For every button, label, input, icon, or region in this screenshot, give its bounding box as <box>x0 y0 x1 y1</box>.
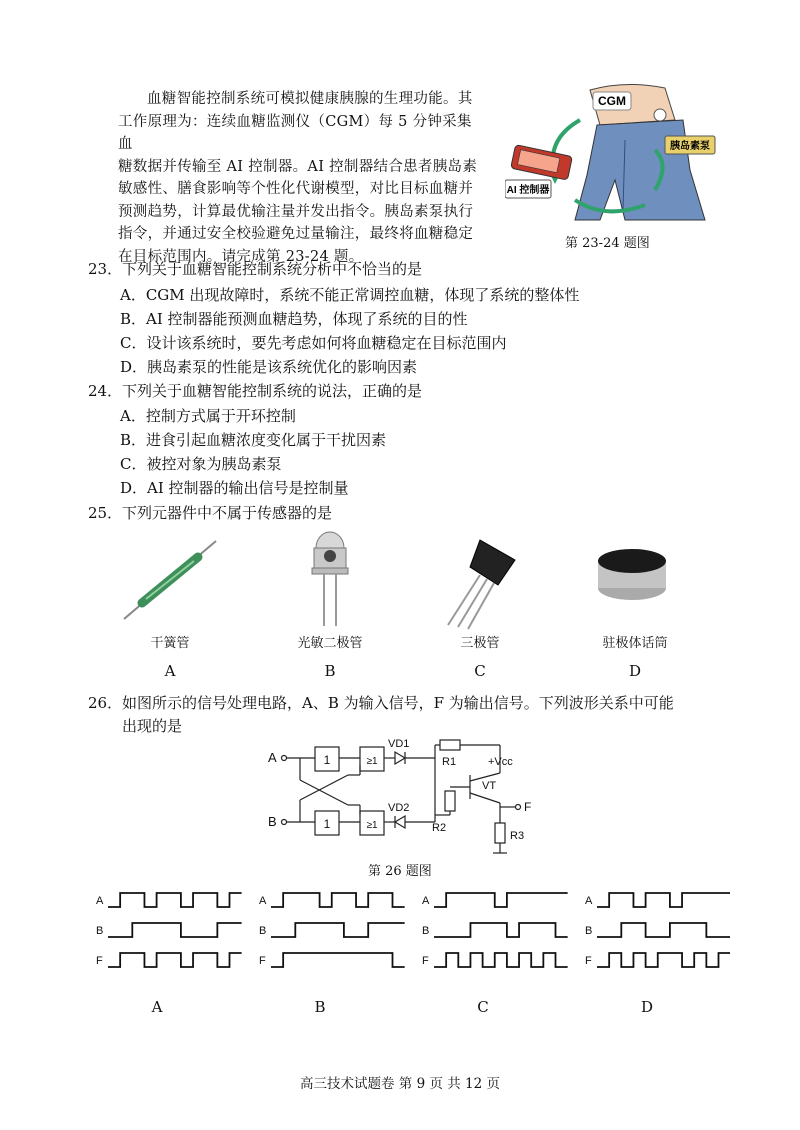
waveform-a <box>597 893 730 907</box>
question-26-stem-line2: 出现的是 <box>122 717 183 735</box>
wave-label-b: B <box>96 925 104 937</box>
q23-option-c: C．设计该系统时，要先考虑如何将血糖稳定在目标范围内 <box>120 334 507 352</box>
intro-line: 在目标范围内。请完成第 23-24 题。 <box>118 248 364 265</box>
photodiode-image <box>300 528 360 632</box>
question-text: 下列关于血糖智能控制系统分析中不恰当的是 <box>122 260 423 278</box>
r2-label: R2 <box>432 822 447 834</box>
wave-label-f: F <box>259 955 266 967</box>
question-text: 如图所示的信号处理电路，A、B 为输入信号，F 为输出信号。下列波形关系中可能 <box>122 694 674 712</box>
waveforms <box>90 888 730 992</box>
question-text: 下列关于血糖智能控制系统的说法，正确的是 <box>122 382 423 400</box>
q24-option-a: A．控制方式属于开环控制 <box>120 407 296 425</box>
question-25-stem <box>88 502 332 524</box>
question-text: 下列元器件中不属于传感器的是 <box>122 504 333 522</box>
circuit-diagram <box>260 735 540 864</box>
vd1-label: VD1 <box>388 738 410 750</box>
vt-label: VT <box>482 780 497 792</box>
pump-label: 胰岛素泵 <box>670 141 710 152</box>
output-f-label: F <box>524 800 532 814</box>
wave-label-a: A <box>259 895 267 907</box>
question-24-stem <box>88 380 422 402</box>
wave-label-b: B <box>259 925 267 937</box>
waveform-a <box>271 893 405 907</box>
waveform-a <box>108 893 242 907</box>
q25-label-c: 三极管 <box>460 636 500 651</box>
q25-letter-b: B <box>324 662 336 680</box>
q25-label-b: 光敏二极管 <box>297 636 363 651</box>
intro-line: 预测趋势，计算最优输注量并发出指令。胰岛素泵执行 <box>118 203 474 220</box>
wave-label-b: B <box>585 925 593 937</box>
q25-letter-d: D <box>628 662 642 680</box>
question-26-stem <box>88 692 674 714</box>
q25-label-d: 驻极体话筒 <box>602 636 668 651</box>
electret-mic-image <box>595 543 670 612</box>
input-b-label: B <box>268 814 277 829</box>
diabetes-system-illustration <box>505 80 720 225</box>
input-a-label: A <box>268 750 277 765</box>
circuit-caption: 第 26 题图 <box>368 864 432 879</box>
wave-label-f: F <box>422 955 429 967</box>
ai-controller-label: AI 控制器 <box>506 185 550 196</box>
cgm-label: CGM <box>598 94 626 108</box>
or-gate-1-label: ≥1 <box>366 756 378 767</box>
q24-option-c: C．被控对象为胰岛素泵 <box>120 455 282 473</box>
q25-letter-a: A <box>164 662 176 680</box>
q23-option-a: A．CGM 出现故障时，系统不能正常调控血糖，体现了系统的整体性 <box>120 286 580 304</box>
r3-label: R3 <box>510 830 525 842</box>
intro-line: 糖数据并传输至 AI 控制器。AI 控制器结合患者胰岛素 <box>118 158 478 175</box>
waveform-b <box>434 923 568 937</box>
wave-label-b: B <box>422 925 430 937</box>
wave-label-f: F <box>585 955 592 967</box>
wave-label-a: A <box>585 895 593 907</box>
question-number: 24． <box>88 382 123 400</box>
intro-line: 指令，并通过安全校验避免过量输注，最终将血糖稳定 <box>118 226 474 242</box>
vcc-label: +Vcc <box>488 756 513 768</box>
question-number: 23． <box>88 260 123 278</box>
waveform-options <box>90 888 730 988</box>
or-gate-2-label: ≥1 <box>366 820 378 831</box>
waveform-f <box>108 953 242 967</box>
transistor-image <box>440 535 530 634</box>
q24-option-d: D．AI 控制器的输出信号是控制量 <box>120 479 349 497</box>
waveform-f <box>271 953 405 967</box>
waveform-a <box>434 893 568 907</box>
intro-paragraph <box>118 88 483 268</box>
q23-option-d: D．胰岛素泵的性能是该系统优化的影响因素 <box>120 358 418 376</box>
intro-line: 血糖智能控制系统可模拟健康胰腺的生理功能。其 <box>147 91 473 107</box>
q26-option-a: A <box>151 998 163 1016</box>
waveform-b <box>271 923 405 937</box>
question-number: 26． <box>88 694 123 712</box>
figure-23-24 <box>505 80 720 225</box>
waveform-f <box>597 953 730 967</box>
figure-23-caption: 第 23-24 题图 <box>565 236 650 251</box>
page-footer: 高三技术试题卷 第 9 页 共 12 页 <box>300 1076 501 1092</box>
vd2-label: VD2 <box>388 802 410 814</box>
question-number: 25． <box>88 504 123 522</box>
q24-option-b: B．进食引起血糖浓度变化属于干扰因素 <box>120 431 387 449</box>
question-23-stem <box>88 258 422 280</box>
intro-line: 敏感性、膳食影响等个性化代谢模型，对比目标血糖并 <box>118 181 474 197</box>
waveform-f <box>434 953 568 967</box>
q26-option-c: C <box>477 998 489 1016</box>
q26-option-b: B <box>314 998 326 1016</box>
waveform-b <box>108 923 242 937</box>
not-gate-1-label: 1 <box>323 753 331 767</box>
q25-letter-c: C <box>474 662 486 680</box>
q23-option-b: B．AI 控制器能预测血糖趋势，体现了系统的目的性 <box>120 310 468 328</box>
waveform-b <box>597 923 730 937</box>
wave-label-a: A <box>422 895 430 907</box>
not-gate-2-label: 1 <box>323 817 331 831</box>
wave-label-f: F <box>96 955 103 967</box>
q25-label-a: 干簧管 <box>150 636 190 651</box>
r1-label: R1 <box>442 756 457 768</box>
intro-line: 工作原理为：连续血糖监测仪（CGM）每 5 分钟采集血 <box>118 113 472 152</box>
reed-switch-image <box>120 535 220 629</box>
wave-label-a: A <box>96 895 104 907</box>
q26-option-d: D <box>640 998 654 1016</box>
